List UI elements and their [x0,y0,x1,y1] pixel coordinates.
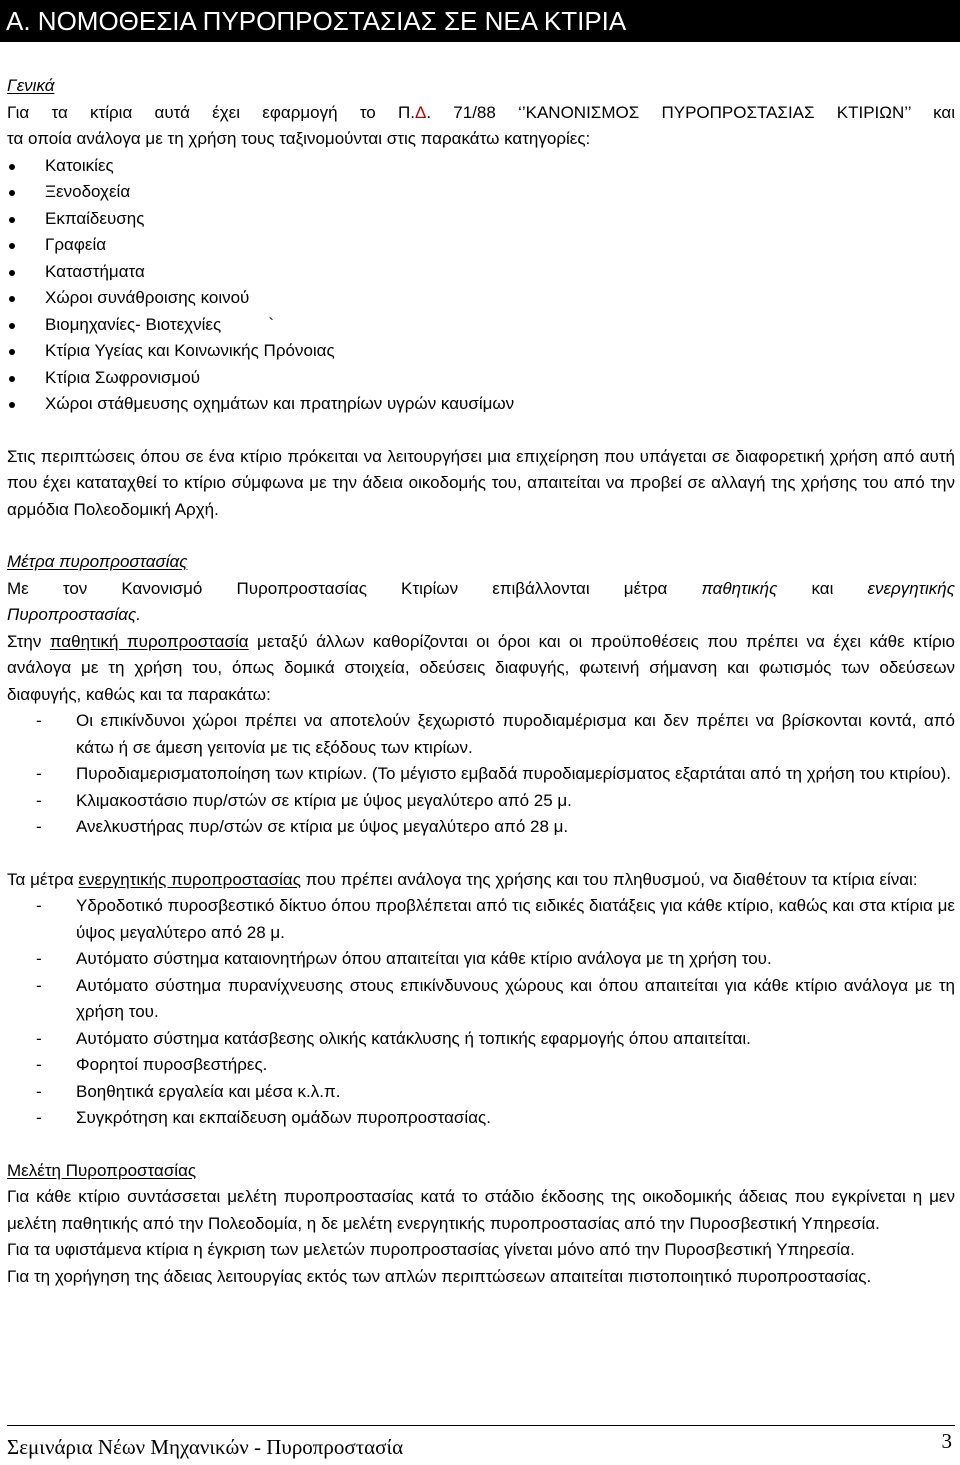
active-paragraph: Τα μέτρα ενεργητικής πυροπροστασίας που πρέπει ανάλογα της χρήσης και του πληθυσμού, να διαθέτουν τα κτίρια είναι: [7,869,918,889]
study-paragraph-1: Για κάθε κτίριο συντάσσεται μελέτη πυροπροστασίας κατά το στάδιο έκδοσης της οικοδομικής άδειας που εγκρίνεται η μεν μελέτη παθητικής από την Πολεοδομία, η δε μελέτη ενεργητικής πυροπροστασίας από την Πυροσβεστική Υπηρεσία. [7,1187,955,1233]
page-title: Α. ΝΟΜΟΘΕΣΙΑ ΠΥΡΟΠΡΟΣΤΑΣΙΑΣ ΣΕ ΝΕΑ ΚΤΙΡΙΑ [6,6,627,36]
measures-intro-end: Πυροπροστασίας. [7,605,141,624]
general-intro-line1: Για τα κτίρια αυτά έχει εφαρμογή το Π.Δ. 71/88 ‘’ΚΑΝΟΝΙΣΜΟΣ ΠΥΡΟΠΡΟΣΤΑΣΙΑΣ ΚΤΙΡΙΩΝ’’ και [7,102,955,122]
list-item: Εκπαίδευσης [7,206,955,233]
footer-text: Σεμινάρια Νέων Μηχανικών - Πυροπροστασία [7,1435,404,1459]
list-item: Γραφεία [7,232,955,259]
active-measures-list [7,893,955,1132]
list-item: Βιομηχανίες- Βιοτεχνίες ` [7,312,955,339]
list-item: - Φορητοί πυροσβεστήρες. [36,1055,268,1074]
list-item: - Οι επικίνδυνοι χώροι πρέπει να αποτελούν ξεχωριστό πυροδιαμέρισμα και δεν πρέπει να βρίσκονται κοντά, από κάτω ή σε άμεση γειτονία με τις εξόδους των κτιρίων. [36,711,955,757]
document-body [7,73,955,1290]
measures-intro: Με τον Κανονισμό Πυροπροστασίας Κτιρίων επιβάλλονται μέτρα παθητικής και ενεργητικής [7,578,955,598]
list-item: Χώροι συνάθροισης κοινού [7,285,955,312]
section-heading-measures: Μέτρα πυροπροστασίας [7,552,188,571]
list-item: Κατοικίες [7,153,955,180]
list-item: Καταστήματα [7,259,955,286]
passive-measures-list [7,708,955,841]
list-item: - Υδροδοτικό πυροσβεστικό δίκτυο όπου προβλέπεται από τις ειδικές διατάξεις για κάθε κτίριο, καθώς και στα κτίρια με ύψος μεγαλύτερο από 28 μ. [36,896,955,942]
list-item: Κτίρια Υγείας και Κοινωνικής Πρόνοιας [7,338,955,365]
list-item: - Αυτόματο σύστημα κατάσβεσης ολικής κατάκλυσης ή τοπικής εφαρμογής όπου απαιτείται. [36,1028,751,1048]
list-item: - Συγκρότηση και εκπαίδευση ομάδων πυροπροστασίας. [36,1108,491,1127]
section-heading-general: Γενικά [7,76,55,95]
section-heading-study: Μελέτη Πυροπροστασίας [7,1160,197,1180]
list-item: Ξενοδοχεία [7,179,955,206]
footer-rule [7,1425,955,1426]
list-item: - Βοηθητικά εργαλεία και μέσα κ.λ.π. [36,1081,341,1101]
page-number: 3 [941,1429,952,1453]
list-item: - Αυτόματο σύστημα καταιονητήρων όπου απαιτείται για κάθε κτίριο ανάλογα με τη χρήση του. [36,949,772,968]
study-paragraph-2: Για τα υφιστάμενα κτίρια η έγκριση των μελετών πυροπροστασίας γίνεται μόνο από την Πυροσβεστική Υπηρεσία. [7,1240,855,1259]
list-item: Χώροι στάθμευσης οχημάτων και πρατηρίων υγρών καυσίμων [7,391,955,418]
list-item: - Κλιμακοστάσιο πυρ/στών σε κτίρια με ύψος μεγαλύτερο από 25 μ. [36,790,572,810]
list-item: - Πυροδιαμερισματοποίηση των κτιρίων. (Το μέγιστο εμβαδά πυροδιαμερίσματος εξαρτάται από τη χρήση του κτιρίου). [36,764,951,783]
general-intro-line2: τα οποία ανάλογα με τη χρήση τους ταξινομούνται στις παρακάτω κατηγορίες: [7,129,591,148]
category-list [7,153,955,418]
study-paragraph-3: Για τη χορήγηση της άδειας λειτουργίας εκτός των απλών περιπτώσεων απαιτείται πιστοποιητικό πυροπροστασίας. [7,1266,872,1286]
passive-paragraph: Στην παθητική πυροπροστασία μεταξύ άλλων καθορίζονται οι όροι και οι προϋποθέσεις που πρέπει να έχει κάθε κτίριο ανάλογα με τη χρήση του, όπως δομικά στοιχεία, οδεύσεις διαφυγής, φωτεινή σήμανση και φωτισμός των οδεύσεων διαφυγής, καθώς και τα παρακάτω: [7,631,955,704]
page-title-bar [0,0,960,42]
change-of-use-paragraph: Στις περιπτώσεις όπου σε ένα κτίριο πρόκειται να λειτουργήσει μια επιχείρηση που υπάγεται σε διαφορετική χρήση από αυτή που έχει καταταχθεί το κτίριο σύμφωνα με την άδεια οικοδομής του, απαιτείται να προβεί σε αλλαγή της χρήσης του από την αρμόδια Πολεοδομική Αρχή. [7,446,955,519]
list-item: - Αυτόματο σύστημα πυρανίχνευσης στους επικίνδυνους χώρους και όπου απαιτείται για κάθε κτίριο ανάλογα με τη χρήση του. [36,975,955,1021]
delta-highlight: Δ [414,102,427,122]
list-item: Κτίρια Σωφρονισμού [7,365,955,392]
list-item: - Ανελκυστήρας πυρ/στών σε κτίρια με ύψος μεγαλύτερο από 28 μ. [36,817,569,836]
